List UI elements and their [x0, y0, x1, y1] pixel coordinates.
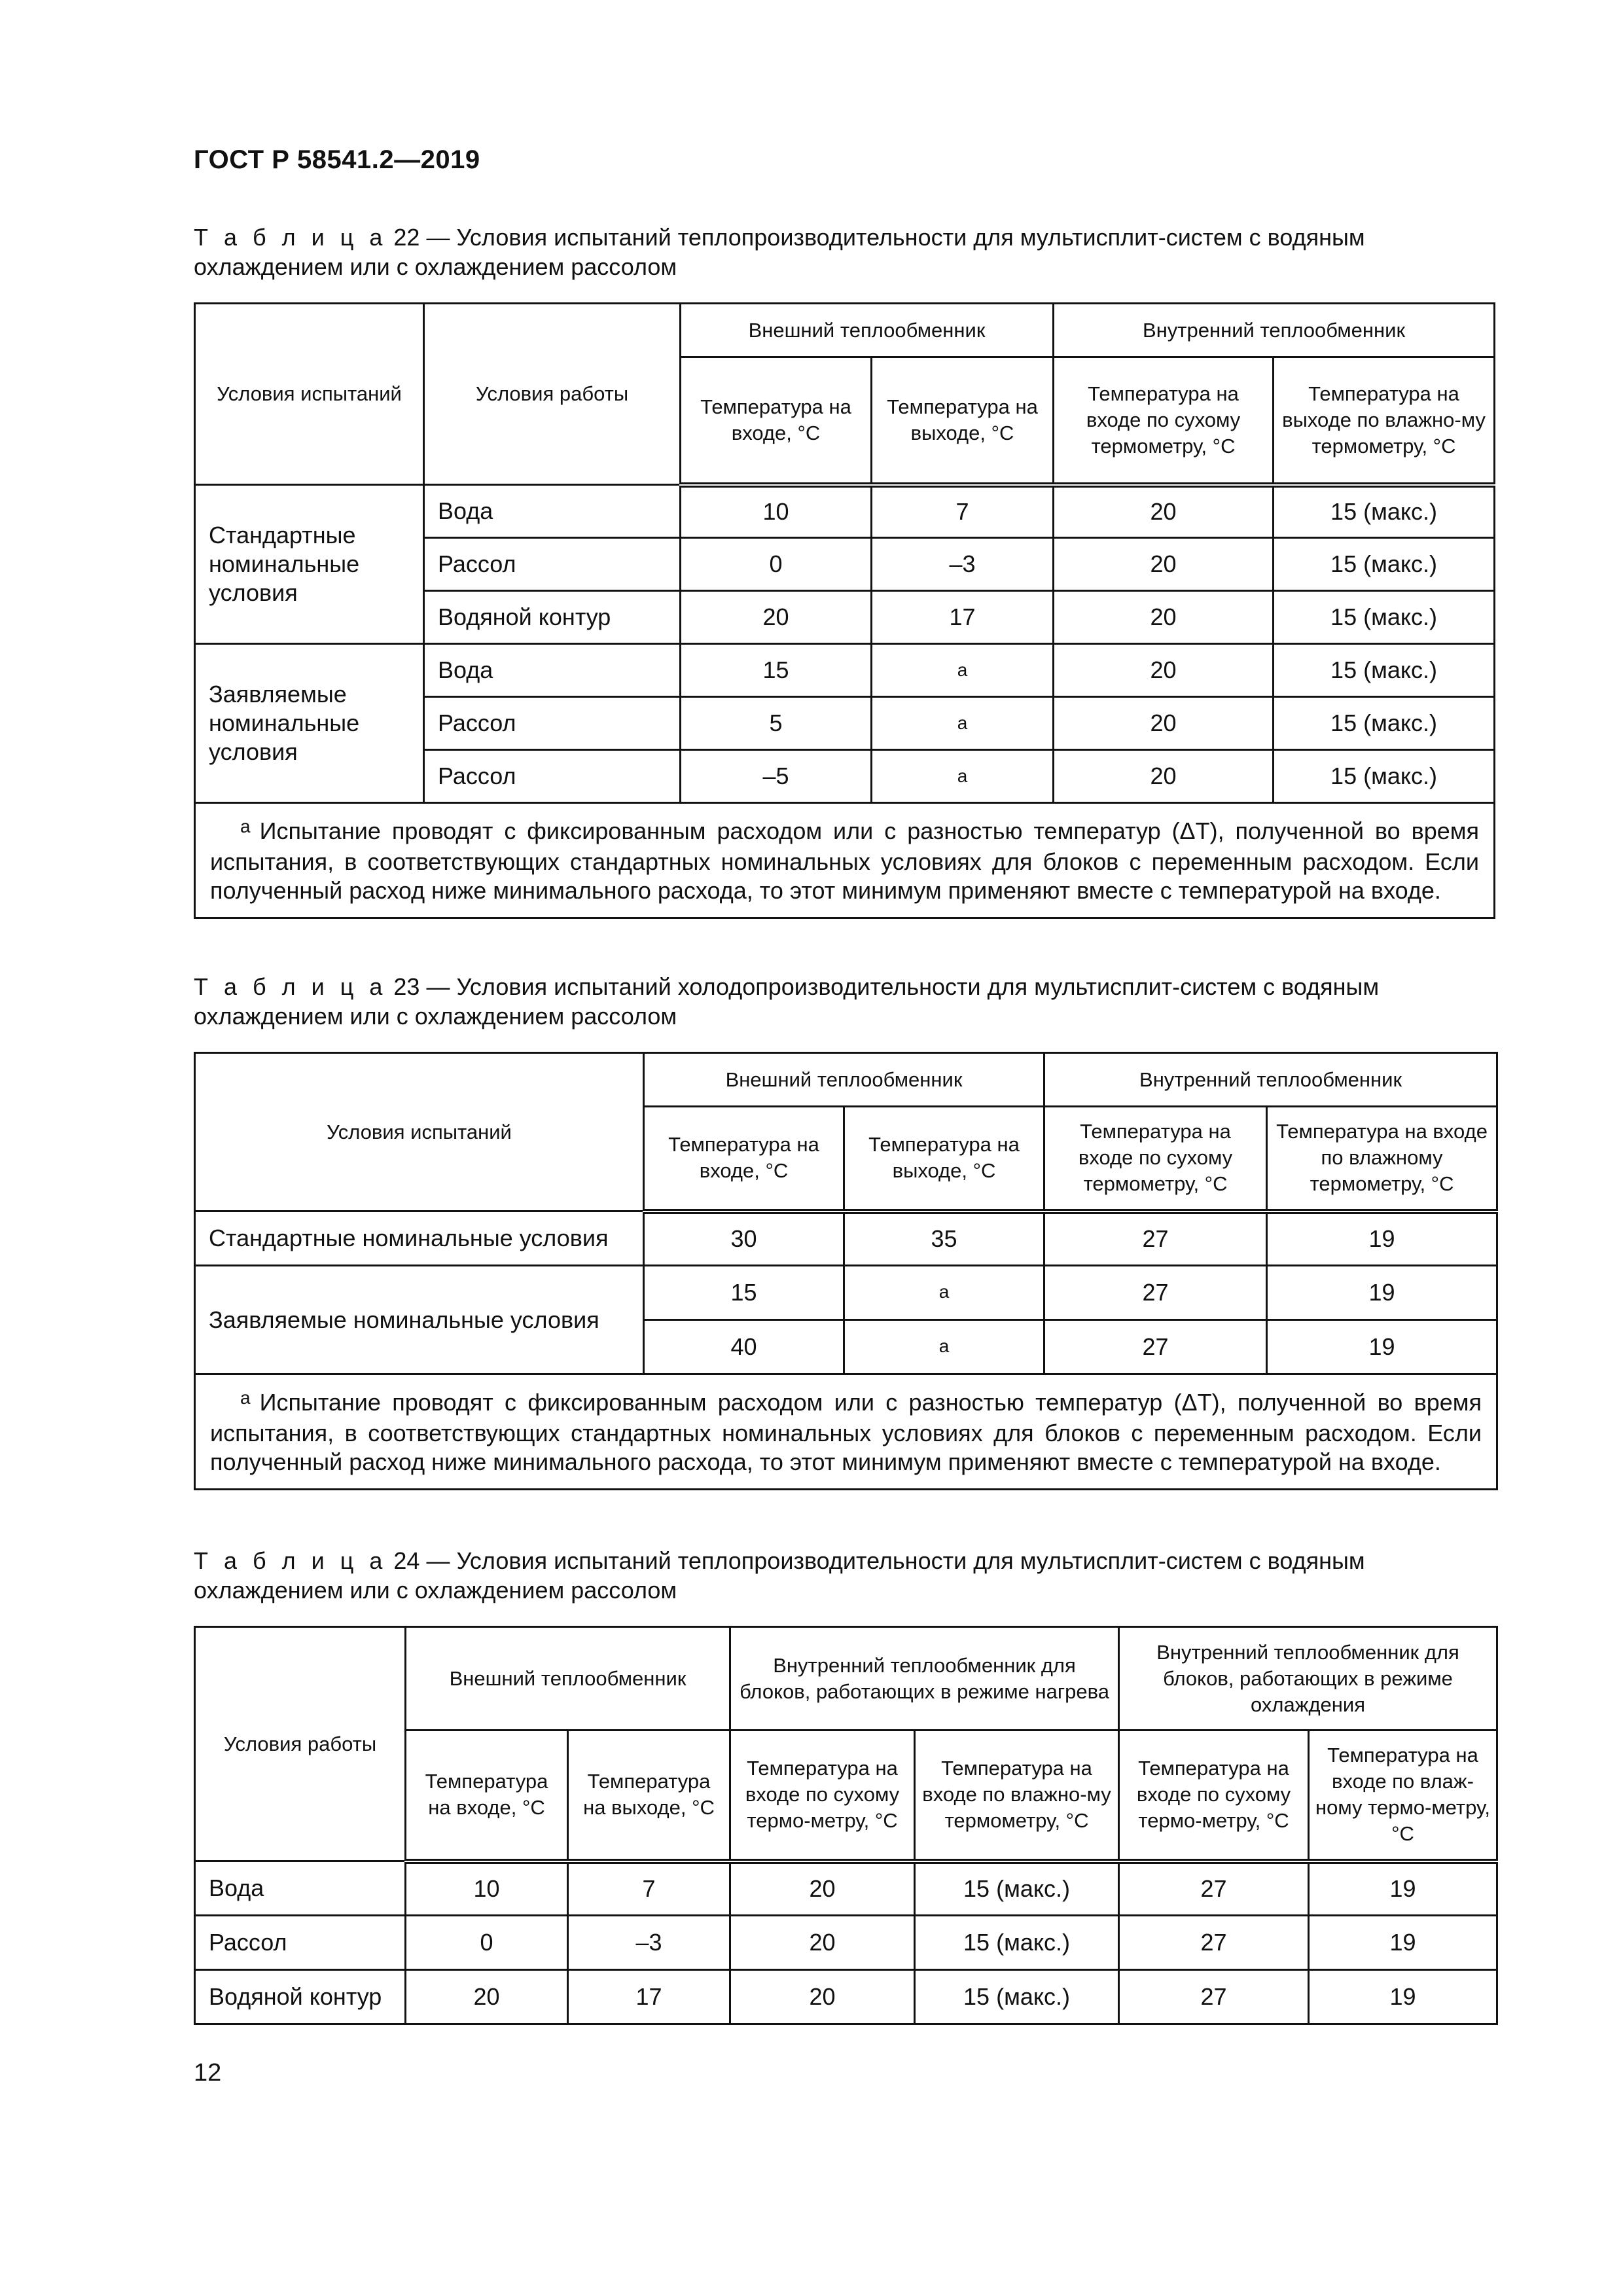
- table-row: [195, 1211, 1497, 1266]
- cell-value: 15: [644, 1266, 844, 1320]
- table-row: [195, 485, 1495, 538]
- header-cool-dry-bulb: Температура на входе по сухому термо-метру, °С: [1119, 1731, 1309, 1861]
- cell-operating: Водяной контур: [424, 591, 681, 644]
- table-row: [195, 1266, 1497, 1320]
- table-23-title: 23 — Условия испытаний холодопроизводительности для мультисплит-систем с водяным охлаждением или с охлаждением рассолом: [194, 973, 1380, 1030]
- table-23: [194, 1052, 1498, 1490]
- header-outlet-temp: Температура на выходе, °С: [568, 1731, 730, 1861]
- cell-operating: Рассол: [424, 697, 681, 750]
- cell-value: –3: [872, 538, 1054, 591]
- cell-value: 27: [1119, 1916, 1309, 1970]
- cell-value: 20: [1054, 591, 1274, 644]
- footnote-ref: а: [844, 1266, 1044, 1320]
- header-inlet-temp: Температура на входе, °С: [406, 1731, 568, 1861]
- cell-operating: Вода: [424, 485, 681, 538]
- cell-value: 20: [1054, 750, 1274, 803]
- header-outdoor-hx: Внешний теплообменник: [681, 304, 1054, 357]
- cell-value: 40: [644, 1320, 844, 1374]
- cell-value: 27: [1044, 1320, 1267, 1374]
- cell-value: –3: [568, 1916, 730, 1970]
- cell-operating: Рассол: [195, 1916, 406, 1970]
- cell-value: 5: [681, 697, 872, 750]
- table-label: Т а б л и ц а: [194, 973, 387, 1000]
- cell-operating: Рассол: [424, 750, 681, 803]
- table-24-caption: [194, 1546, 1496, 1605]
- footnote-ref: а: [872, 697, 1054, 750]
- table-22-footnote: [195, 803, 1495, 918]
- header-outlet-temp: Температура на выходе, °С: [844, 1107, 1044, 1211]
- group-name: Стандартные номинальные условия: [195, 485, 424, 644]
- cell-value: 19: [1309, 1970, 1497, 2024]
- header-indoor-hx: Внутренний теплообменник: [1054, 304, 1495, 357]
- cell-value: 20: [406, 1970, 568, 2024]
- page-number: 12: [194, 2059, 222, 2087]
- header-inlet-temp: Температура на входе, °С: [681, 357, 872, 485]
- table-22-title: 22 — Условия испытаний теплопроизводительности для мультисплит-систем с водяным охлаждением или с охлаждением рассолом: [194, 224, 1365, 280]
- cell-operating: Вода: [424, 644, 681, 697]
- cell-value: 10: [681, 485, 872, 538]
- header-indoor-heating: Внутренний теплообменник для блоков, работающих в режиме нагрева: [730, 1627, 1119, 1731]
- cell-value: 19: [1267, 1211, 1497, 1266]
- table-row: [195, 1861, 1497, 1916]
- cell-value: 7: [872, 485, 1054, 538]
- header-test-conditions: Условия испытаний: [195, 1053, 644, 1211]
- cell-value: 15 (макс.): [915, 1970, 1119, 2024]
- header-heat-wet-bulb: Температура на входе по влажно-му термометру, °С: [915, 1731, 1119, 1861]
- cell-value: 19: [1309, 1861, 1497, 1916]
- cell-value: 15 (макс.): [915, 1861, 1119, 1916]
- table-24-title: 24 — Условия испытаний теплопроизводительности для мультисплит-систем с водяным охлаждением или с охлаждением рассолом: [194, 1547, 1365, 1604]
- footnote-mark: а: [240, 1388, 251, 1408]
- cell-value: 27: [1044, 1211, 1267, 1266]
- cell-value: 0: [406, 1916, 568, 1970]
- group-name: Стандартные номинальные условия: [195, 1211, 644, 1266]
- cell-value: –5: [681, 750, 872, 803]
- header-inlet-temp: Температура на входе, °С: [644, 1107, 844, 1211]
- cell-value: 15: [681, 644, 872, 697]
- table-row: [195, 1970, 1497, 2024]
- header-cool-wet-bulb: Температура на входе по влаж-ному термо-метру, °С: [1309, 1731, 1497, 1861]
- header-outlet-temp: Температура на выходе, °С: [872, 357, 1054, 485]
- table-23-caption: [194, 972, 1496, 1031]
- cell-operating: Рассол: [424, 538, 681, 591]
- header-dry-bulb: Температура на входе по сухому термометру, °С: [1044, 1107, 1267, 1211]
- cell-value: 30: [644, 1211, 844, 1266]
- cell-value: 17: [568, 1970, 730, 2024]
- cell-value: 20: [1054, 697, 1274, 750]
- cell-value: 15 (макс.): [1274, 538, 1495, 591]
- cell-value: 20: [1054, 644, 1274, 697]
- header-dry-bulb: Температура на входе по сухому термометру, °С: [1054, 357, 1274, 485]
- table-24: [194, 1626, 1498, 2025]
- table-label: Т а б л и ц а: [194, 224, 387, 251]
- cell-value: 15 (макс.): [1274, 750, 1495, 803]
- cell-value: 20: [730, 1861, 915, 1916]
- cell-value: 19: [1309, 1916, 1497, 1970]
- cell-value: 15 (макс.): [1274, 591, 1495, 644]
- cell-value: 15 (макс.): [1274, 485, 1495, 538]
- table-22-caption: [194, 223, 1496, 281]
- group-name: Заявляемые номинальные условия: [195, 644, 424, 803]
- header-indoor-hx: Внутренний теплообменник: [1044, 1053, 1497, 1107]
- cell-value: 15 (макс.): [915, 1916, 1119, 1970]
- header-wet-bulb: Температура на входе по влажному термометру, °С: [1267, 1107, 1497, 1211]
- cell-value: 19: [1267, 1266, 1497, 1320]
- header-indoor-cooling: Внутренний теплообменник для блоков, работающих в режиме охлаждения: [1119, 1627, 1497, 1731]
- header-outdoor-hx: Внешний теплообменник: [644, 1053, 1044, 1107]
- cell-value: 17: [872, 591, 1054, 644]
- group-name: Заявляемые номинальные условия: [195, 1266, 644, 1374]
- cell-value: 20: [1054, 538, 1274, 591]
- cell-value: 20: [681, 591, 872, 644]
- header-outdoor-hx: Внешний теплообменник: [406, 1627, 730, 1731]
- header-test-conditions: Условия испытаний: [195, 304, 424, 485]
- cell-value: 20: [730, 1970, 915, 2024]
- footnote-text: Испытание проводят с фиксированным расходом или с разностью температур (ΔT), полученной во время испытания, в соответствующих стандартных номинальных условиях для блоков с переменным расходом. Если полученный расход ниже минимального расхода, то этот минимум применяют вместе с температурой на входе.: [210, 1389, 1482, 1475]
- cell-operating: Водяной контур: [195, 1970, 406, 2024]
- footnote-ref: а: [872, 644, 1054, 697]
- header-heat-dry-bulb: Температура на входе по сухому термо-метру, °С: [730, 1731, 915, 1861]
- cell-value: 27: [1044, 1266, 1267, 1320]
- footnote-ref: а: [844, 1320, 1044, 1374]
- footnote-ref: а: [872, 750, 1054, 803]
- cell-operating: Вода: [195, 1861, 406, 1916]
- document-header: ГОСТ Р 58541.2—2019: [194, 145, 480, 174]
- header-operating-conditions: Условия работы: [195, 1627, 406, 1861]
- table-row: [195, 1916, 1497, 1970]
- cell-value: 15 (макс.): [1274, 697, 1495, 750]
- cell-value: 27: [1119, 1970, 1309, 2024]
- table-23-footnote: [195, 1374, 1497, 1490]
- cell-value: 20: [730, 1916, 915, 1970]
- header-operating-conditions: Условия работы: [424, 304, 681, 485]
- header-wet-bulb: Температура на выходе по влажно-му термометру, °С: [1274, 357, 1495, 485]
- cell-value: 27: [1119, 1861, 1309, 1916]
- cell-value: 7: [568, 1861, 730, 1916]
- footnote-mark: а: [240, 816, 251, 836]
- cell-value: 15 (макс.): [1274, 644, 1495, 697]
- table-22: [194, 302, 1495, 919]
- cell-value: 20: [1054, 485, 1274, 538]
- cell-value: 19: [1267, 1320, 1497, 1374]
- cell-value: 35: [844, 1211, 1044, 1266]
- footnote-text: Испытание проводят с фиксированным расходом или с разностью температур (ΔT), полученной во время испытания, в соответствующих стандартных номинальных условиях для блоков с переменным расходом. Если полученный расход ниже минимального расхода, то этот минимум применяют вместе с температурой на входе.: [210, 817, 1480, 904]
- table-label: Т а б л и ц а: [194, 1547, 387, 1574]
- cell-value: 0: [681, 538, 872, 591]
- cell-value: 10: [406, 1861, 568, 1916]
- table-row: [195, 644, 1495, 697]
